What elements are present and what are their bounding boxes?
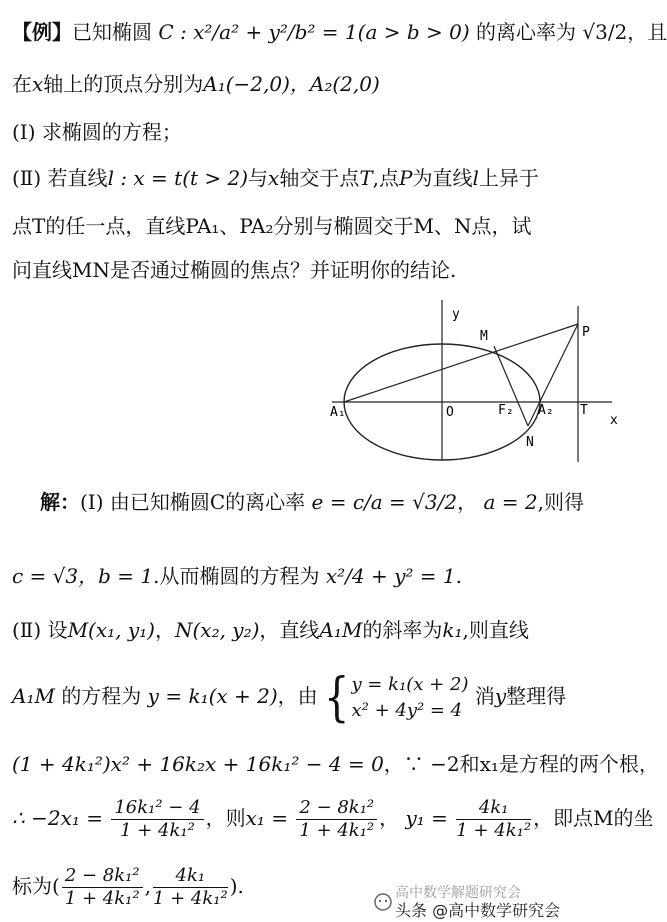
- math-k1: k₁: [442, 618, 463, 642]
- ellipse-result: x²/4 + y² = 1: [325, 564, 456, 588]
- problem-line-1: [12, 18, 667, 46]
- text: 在: [12, 72, 32, 96]
- text: ，直线: [259, 618, 320, 642]
- text: ,点: [372, 166, 400, 190]
- numerator: 2 − 8k₁²: [296, 797, 377, 820]
- math-a: a = 2: [483, 490, 538, 514]
- intro-text-2: 的离心率为: [476, 20, 576, 44]
- solution-line-2: [12, 562, 628, 590]
- part-2-line-1: [12, 164, 628, 192]
- ellipse-figure: [322, 296, 640, 468]
- system-eq-1: y = k₁(x + 2): [351, 673, 469, 695]
- label-O: O: [446, 405, 454, 420]
- label-N: N: [526, 435, 534, 450]
- solution-line-6: [12, 790, 654, 846]
- math-y: y: [494, 684, 507, 708]
- numerator: 4k₁: [456, 797, 531, 820]
- math-x: x: [268, 166, 280, 190]
- label-A2: A₂: [538, 403, 554, 418]
- line-PA1: [344, 324, 578, 402]
- math-line-eq: y = k₁(x + 2): [147, 684, 278, 708]
- label-T: T: [580, 403, 588, 418]
- vertices: A₁(−2,0)，A₂(2,0): [203, 72, 380, 96]
- fraction-5: [153, 865, 228, 910]
- text: (Ⅱ) 若直线: [12, 166, 108, 190]
- label-A1: A₁: [330, 405, 346, 420]
- eccentricity-value: √3/2: [582, 20, 628, 44]
- text: ).: [229, 874, 244, 898]
- equation-system: [351, 672, 468, 724]
- text: 整理得: [506, 684, 567, 708]
- solution-line-7: [12, 858, 360, 914]
- text: 为直线: [412, 166, 473, 190]
- math-l: l: [472, 166, 479, 190]
- text: ,则得: [537, 490, 584, 514]
- intro-text-1: 已知椭圆: [72, 20, 152, 44]
- label-x: x: [610, 413, 618, 428]
- watermark: [367, 882, 640, 922]
- denominator: 1 + 4k₁²: [152, 888, 228, 909]
- text: .: [455, 564, 462, 588]
- text: ，: [457, 490, 478, 514]
- text: (Ⅱ) 设: [12, 618, 68, 642]
- label-P: P: [582, 325, 590, 340]
- denominator: 1 + 4k₁²: [299, 820, 375, 841]
- text: 的斜率为: [362, 618, 443, 642]
- text: ，由: [277, 684, 318, 708]
- math-y1: y₁ =: [405, 806, 448, 830]
- denominator: 1 + 4k₁²: [456, 820, 532, 841]
- fraction-4: [62, 865, 143, 910]
- numerator: 4k₁: [153, 865, 228, 888]
- denominator: 1 + 4k₁²: [120, 820, 195, 841]
- math-A1M: A₁M: [12, 684, 55, 708]
- math-N: N(x₂, y₂): [174, 618, 260, 642]
- label-F2: F₂: [498, 403, 514, 418]
- denominator: 1 + 4k₁²: [64, 888, 140, 909]
- solution-title: 解：: [40, 490, 80, 514]
- text: 的方程为: [61, 684, 142, 708]
- text: 消: [474, 684, 495, 708]
- watermark-line-1: 高中数学解题研究会: [395, 885, 521, 901]
- chat-bubble-icon: [373, 892, 393, 912]
- solution-line-5: [12, 750, 659, 778]
- text: ，∵ −2和x₁是方程的两个根，: [383, 752, 659, 776]
- ellipse-equation: C : x²/a² + y²/b² = 1(a > b > 0): [158, 20, 470, 44]
- quadratic-equation: (1 + 4k₁²)x² + 16k₂x + 16k₁² − 4 = 0: [12, 752, 384, 776]
- problem-line-2: [12, 70, 628, 98]
- part-2-line-2: 点T的任一点，直线PA₁、PA₂分别与椭圆交于M、N点，试: [12, 214, 532, 238]
- fraction-3: [456, 797, 531, 842]
- math-c-b: c = √3，b = 1: [12, 564, 154, 588]
- math-A1M: A₁M: [319, 618, 363, 642]
- text: ，: [379, 806, 400, 830]
- math-P: P: [399, 166, 413, 190]
- part-2-line-3: 问直线MN是否通过椭圆的焦点？并证明你的结论.: [12, 258, 457, 282]
- label-y: y: [452, 307, 460, 322]
- text: ，即点M的坐: [533, 806, 654, 830]
- solution-line-1: [40, 488, 628, 516]
- text: ,: [144, 874, 151, 898]
- ecc-equation: e = c/a = √3/2: [311, 490, 458, 514]
- text: ,则直线: [462, 618, 529, 642]
- ellipse-diagram: [322, 296, 640, 468]
- fraction-1: [111, 797, 203, 842]
- numerator: 2 − 8k₁²: [62, 865, 143, 888]
- text: 轴上的顶点分别为: [43, 72, 204, 96]
- text: 上异于: [478, 166, 539, 190]
- solution-line-3: (Ⅱ) 设M(x₁, y₁)，N(x₂, y₂)，直线A₁M的斜率为k₁,则直线: [12, 618, 529, 642]
- system-eq-2: x² + 4y² = 4: [351, 699, 463, 721]
- text: 轴交于点: [279, 166, 360, 190]
- math-M: M(x₁, y₁): [67, 618, 155, 642]
- watermark-line-2: 头条 @高中数学研究会: [395, 901, 561, 920]
- math-x1: x₁ =: [245, 806, 288, 830]
- text: .从而椭圆的方程为: [153, 564, 320, 588]
- example-tag: 【例】: [12, 20, 72, 44]
- line-equation: l : x = t(t > 2): [107, 166, 249, 190]
- part-1: (Ⅰ) 求椭圆的方程；: [12, 120, 182, 144]
- text: 与: [248, 166, 269, 190]
- text: 标为(: [12, 874, 60, 898]
- fraction-2: [296, 797, 377, 842]
- math-T: T: [359, 166, 373, 190]
- math-lhs: ∴ −2x₁ =: [12, 806, 103, 830]
- text: ，则: [205, 806, 246, 830]
- numerator: 16k₁² − 4: [111, 797, 203, 820]
- math-x: x: [32, 72, 44, 96]
- solution-line-4: [12, 667, 628, 728]
- label-M: M: [480, 329, 488, 344]
- text: (Ⅰ) 由已知椭圆C的离心率: [80, 490, 306, 514]
- intro-text-3: ，且: [627, 20, 667, 44]
- system-brace: {: [324, 667, 350, 728]
